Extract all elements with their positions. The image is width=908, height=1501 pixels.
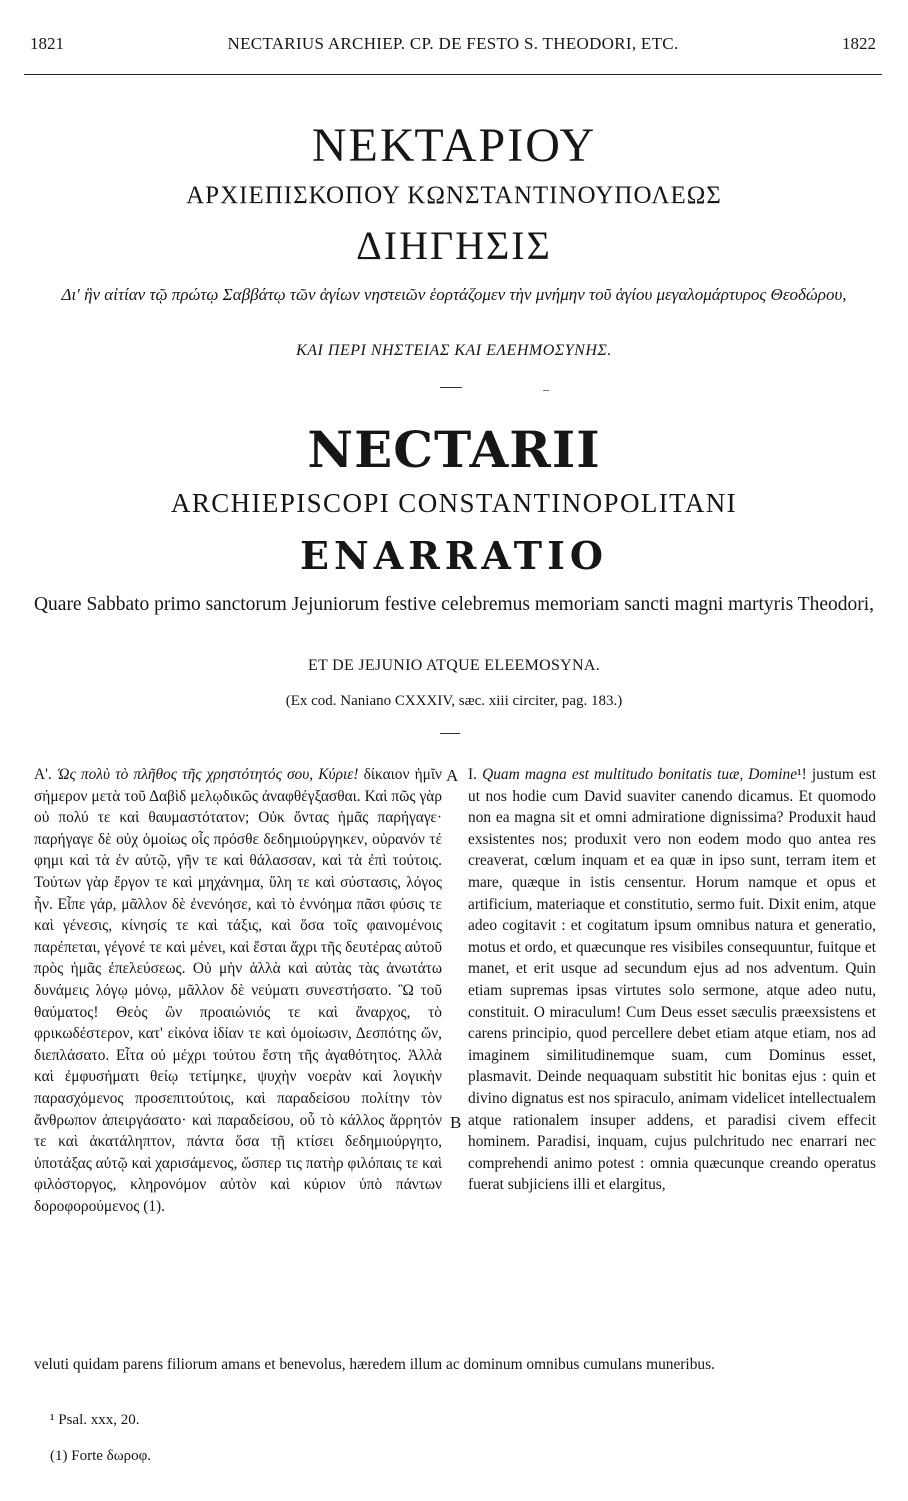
greek-author: ΑΡΧΙΕΠΙΣΚΟΠΟΥ ΚΩΝΣΤΑΝΤΙΝΟΥΠΟΛΕΩΣ: [186, 182, 722, 209]
greek-title: ΝΕΚΤΑΡΙΟΥ: [311, 119, 597, 172]
latin-extra-title: ET DE JEJUNIO ATQUE ELEEMOSYNA.: [307, 657, 601, 674]
latin-genre: ENARRATIO: [300, 533, 608, 578]
margin-marker-a: A: [446, 766, 459, 785]
greek-paragraph: [34, 764, 442, 1217]
footnote-greek: (1) Forte δωροφ.: [50, 1448, 151, 1464]
manuscript-source: (Ex cod. Naniano CXXXIV, sæc. xiii circiter, pag. 183.): [285, 693, 623, 709]
running-header: [30, 34, 876, 58]
greek-body-text: δίκαιον ἡμῖν σήμερον μετὰ τοῦ Δαβὶδ μελῳδικῶς ἀναφθέγξασθαι. Καὶ πῶς γὰρ οὐ πολύ τε καὶ θαυμαστότατον; Οὐκ ὄντας ἡμᾶς παρήγαγε· παρήγαγε δὲ οὐχ ὁμοίως οἷς πρόσθε δεδημιούργηκεν, οὐρανόν τέ φημι καὶ τὰ ἐν αὐτῷ, γῆν τε καὶ θάλασσαν, καὶ τὰ ἐπὶ τούτοις. Τούτων γὰρ ἔργον τε καὶ μηχάνημα, ὕλη τε καὶ σύστασις, λόγος ἦν. Εἶπε γάρ, μᾶλλον δὲ ἐνενόησε, καὶ τὸ ἐννόημα πᾶσι φύσις τε καὶ γένεσις, κίνησίς τε καὶ τάξις, καὶ ὅσα τοῖς φαινομένοις παρέπεται, γέγονέ τε καὶ μένει, καὶ ἔσται ἄχρι τῆς δευτέρας αὐτοῦ πρὸς ἡμᾶς ἐπελεύσεως. Οὐ μὴν ἀλλὰ καὶ αὐτὰς τὰς ἀνωτάτω δυνάμεις λόγῳ μόνῳ, μᾶλλον δὲ νεύματι συνεστήσατο. Ὢ τοῦ θαύματος! Θεὸς ὢν προαιώνιός τε καὶ ἄναρχος, τὸ φρικωδέστερον, κατ' εἰκόνα ἰδίαν τε καὶ ὁμοίωσιν, Δεσπότης ὤν, διεπλάσατο. Εἶτα οὐ μέχρι τούτου ἔστη τῆς ἀγαθότητος. Ἀλλὰ καὶ ἐμφυσήματι θείῳ τετίμηκε, ψυχὴν νοερὰν καὶ λογικὴν παρασχόμενος προσεπιτούτοις, καὶ παραδείσου πολίτην τὸν ἄνθρωπον ἀπειργάσατο· καὶ παραδείσου, οὗ τὸ κάλλος ἄρρητόν τε καὶ ἀκατάληπτον, πάντα ὅσα τῇ κτίσει δεδημιούργητο, ὑποτάξας αὐτῷ καὶ χαρισάμενος, ὥσπερ τις πατὴρ φιλόπαις τε καὶ φιλόστοργος, κληρονόμον αὐτὸν καὶ κύριον ὑπὸ πάντων δοροφορούμενος (1).: [34, 766, 442, 1215]
latin-paragraph: [468, 764, 876, 1196]
greek-lead-quote: Ὡς πολὺ τὸ πλῆθος τῆς χρηστότητός σου, Κύριε!: [56, 766, 359, 783]
greek-genre: ΔΙΗΓΗΣΙΣ: [356, 223, 552, 268]
latin-subtitle: Quare Sabbato primo sanctorum Jejuniorum festive celebremus memoriam sancti magni martyris Theodori,: [33, 594, 875, 615]
running-title: NECTARIUS ARCHIEP. CP. DE FESTO S. THEODORI, ETC.: [227, 34, 679, 53]
latin-column: [468, 764, 876, 1196]
margin-marker-b: B: [450, 1113, 462, 1132]
latin-author: ARCHIEPISCOPI CONSTANTINOPOLITANI: [170, 488, 738, 518]
latin-body-text: ! justum est ut nos hodie cum David suaviter canendo dicamus. Et quomodo non ea magna sit et omni admiratione dignissima? Produxit haud exsistentes nos; produxit vero non eodem modo quo antea res creaverat, cœlum inquam et ea quæ in ipso sunt, terram item et mare, quæque in istis censentur. Horum namque et opus et artificium, materiaque et constitutio, sermo fuit. Dixit enim, atque adeo cogitavit : et cogitatum ipsum omnibus natura et generatio, motus et ordo, et quæcunque res visibiles consequuntur, fuitque et manet, et erit usque ad secundum ejus ad nos adventum. Quin etiam supremas ipsas virtutes solo sermone, atque adeo nutu, constituit. O miraculum! Cum Deus esset sæculis præexsistens et carens principio, quod percellere debet etiam atque etiam, nos ad imaginem similitudinemque suam, cum Dominus esset, plasmavit. Deinde nequaquam substitit hic bonitas ejus : quin et divino dignatus est nos spiraculo, animam videlicet intellectualem atque rationalem insuper addens, et paradisi civem effecit hominem. Paradisi, inquam, cujus pulchritudo nec enarrari nec comprehendi animo potest : omnia quæcunque creando operatus fuerat subjiciens illi et elargitus,: [468, 766, 876, 1194]
footnote-latin: ¹ Psal. xxx, 20.: [50, 1412, 140, 1428]
latin-section-number: I.: [468, 766, 477, 783]
page-number-right: 1822: [842, 34, 876, 53]
separator-dash-2: [440, 733, 460, 734]
greek-subtitle: Δι' ἣν αἰτίαν τῷ πρώτῳ Σαββάτῳ τῶν ἁγίων νηστειῶν ἑορτάζομεν τὴν μνήμην τοῦ ἁγίου μεγαλομάρτυρος Θεοδώρου,: [61, 285, 847, 304]
greek-section-number: Α'.: [34, 766, 52, 783]
page-number-left: 1821: [30, 34, 64, 53]
separator-dot: [543, 390, 549, 391]
header-rule: [24, 74, 882, 75]
continuation-text: veluti quidam parens filiorum amans et benevolus, hæredem illum ac dominum omnibus cumulans muneribus.: [34, 1356, 715, 1373]
latin-lead-quote: Quam magna est multitudo bonitatis tuæ, Domine: [482, 766, 798, 783]
latin-note-ref: ¹: [797, 766, 802, 783]
greek-extra-title: ΚΑΙ ΠΕΡΙ ΝΗΣΤΕΙΑΣ ΚΑΙ ΕΛΕΗΜΟΣΥΝΗΣ.: [296, 342, 612, 359]
latin-title: NECTARII: [307, 420, 601, 479]
greek-column: [34, 764, 442, 1217]
separator-dash: [440, 387, 462, 388]
